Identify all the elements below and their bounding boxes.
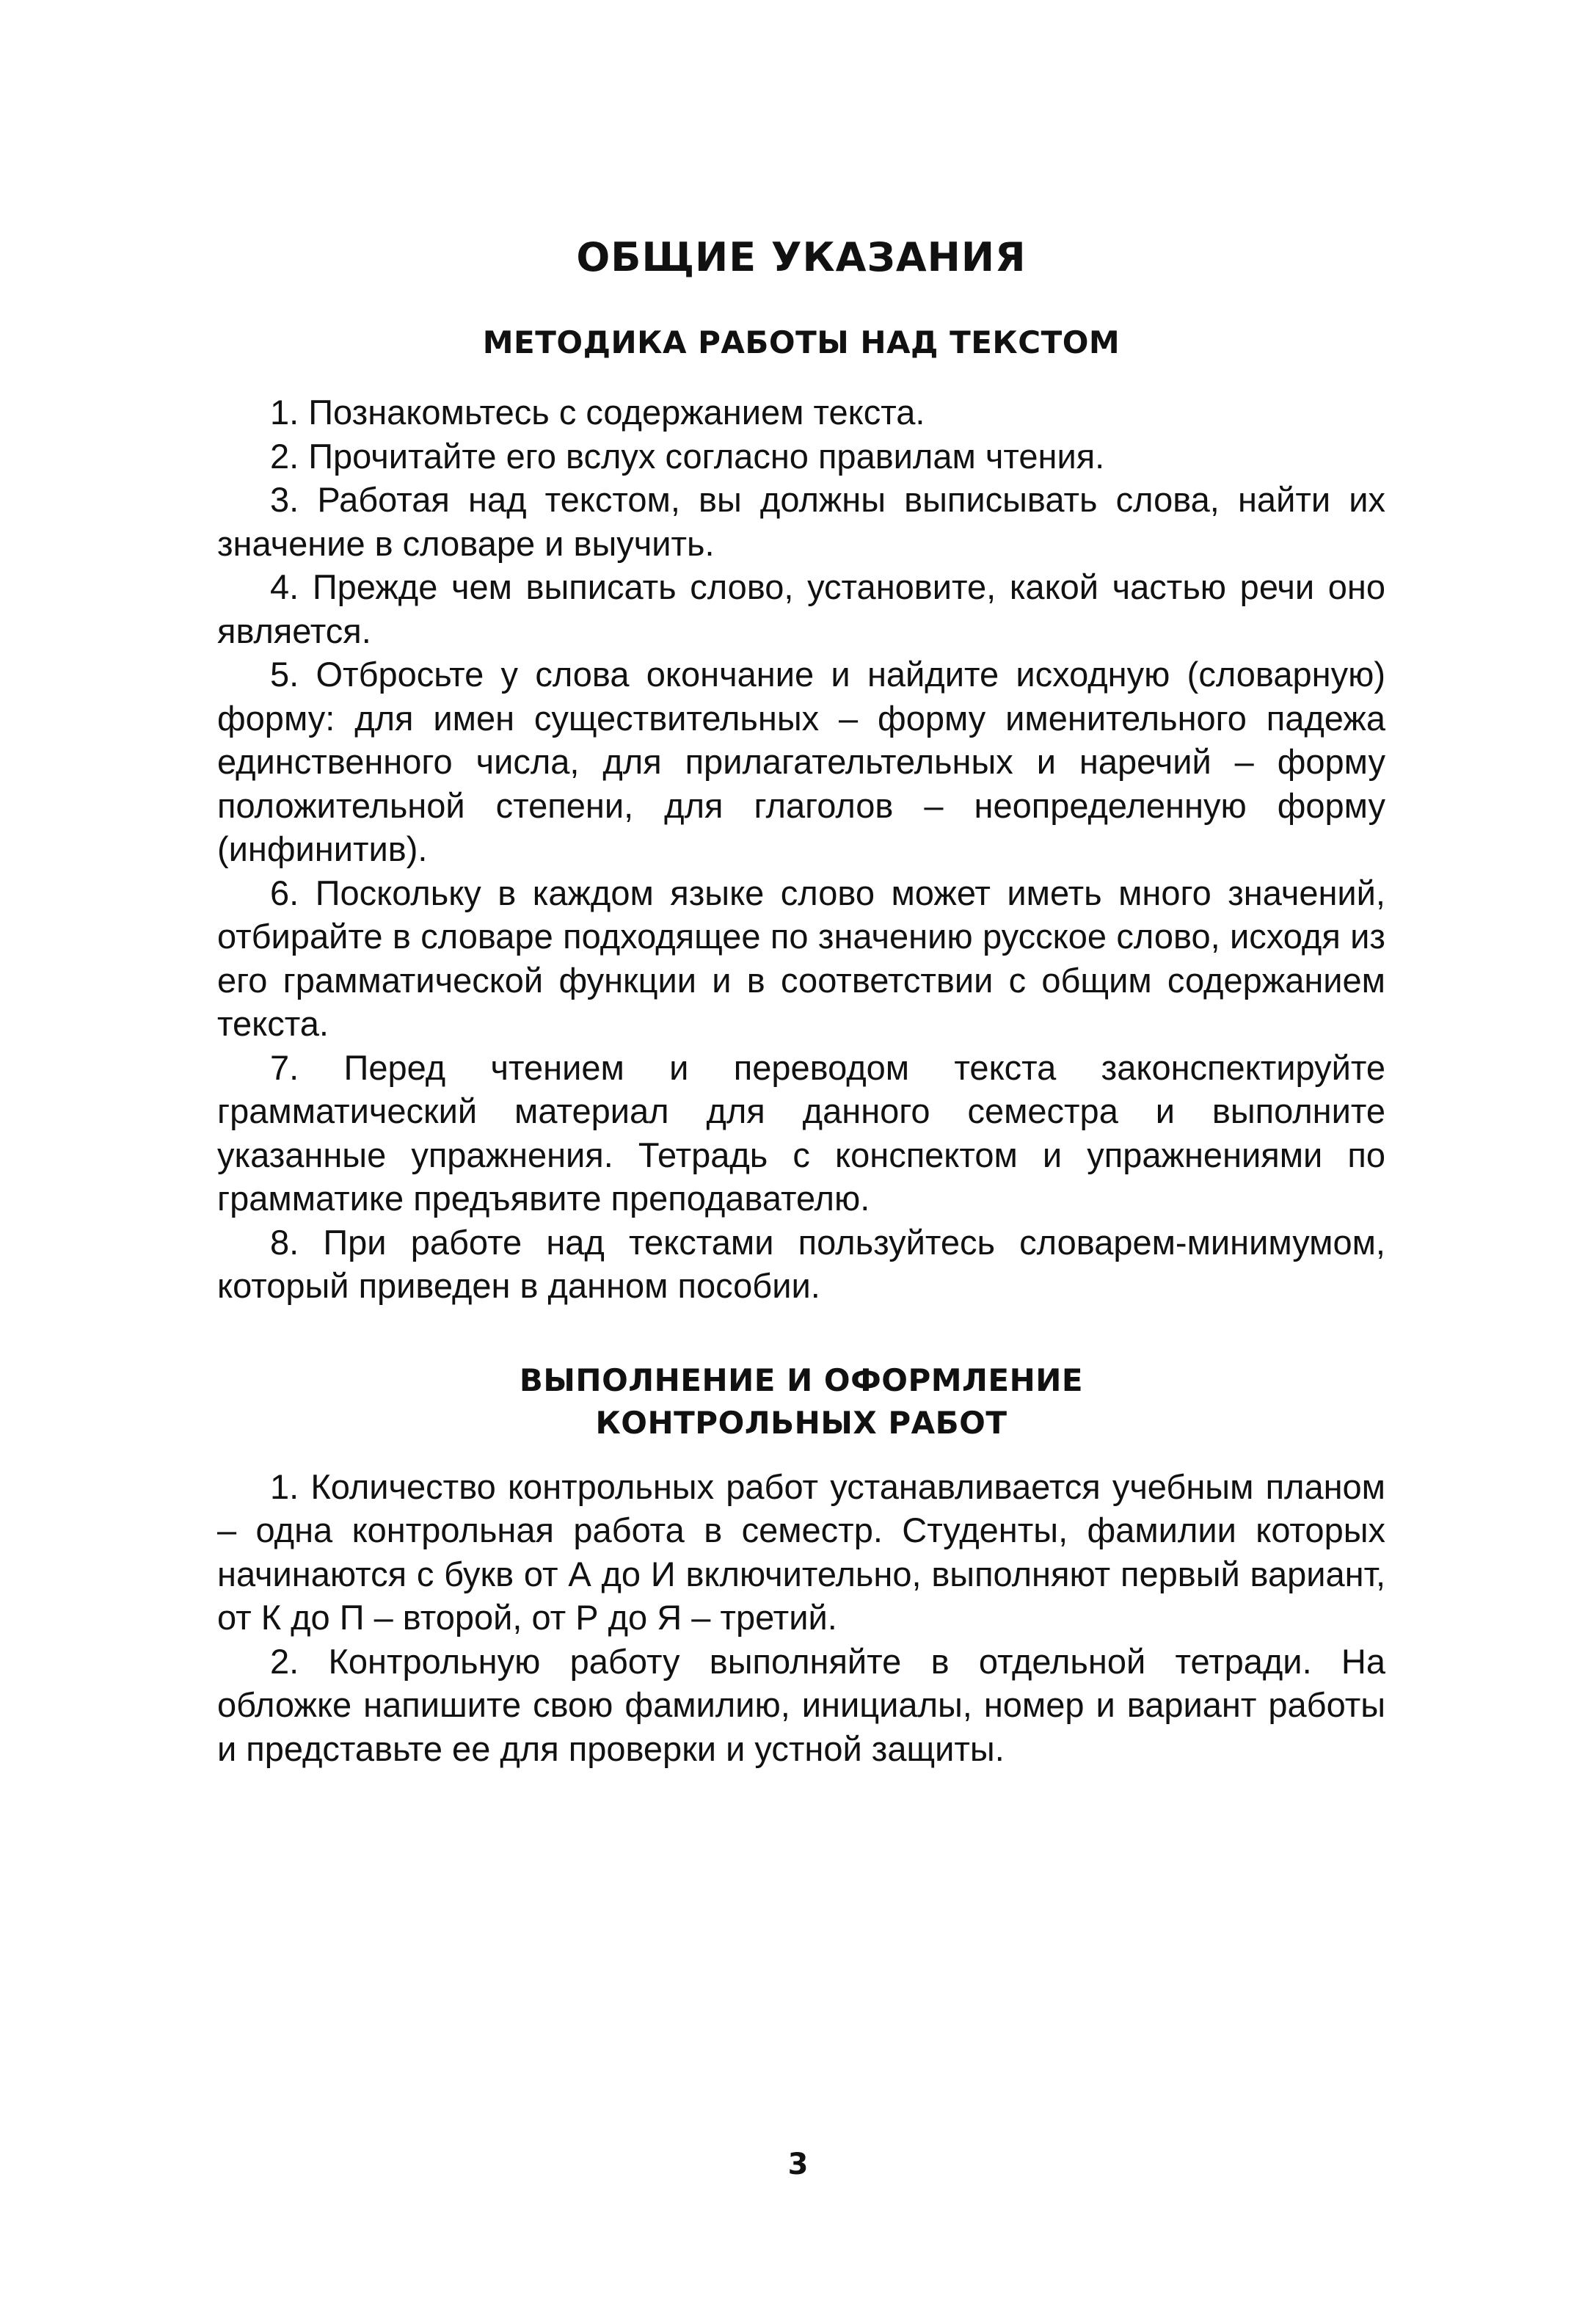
instruction-paragraph: 4. Прежде чем выписать слово, установите, какой частью речи оно является. xyxy=(217,567,1385,650)
instruction-paragraph: 7. Перед чтением и переводом текста законспектируйте грамматический материал для данного семестра и выполните указанные упражнения. Тетрадь с конспектом и упражнениями по грамматике предъявите преподавателю. xyxy=(217,1047,1385,1218)
instruction-paragraph: 8. При работе над текстами пользуйтесь словарем-минимумом, который приведен в данном пособии. xyxy=(217,1222,1385,1306)
instruction-paragraph: 2. Контрольную работу выполняйте в отдельной тетради. На обложке напишите свою фамилию, инициалы, номер и вариант работы и представьте ее для проверки и устной защиты. xyxy=(217,1641,1385,1768)
section-heading-line: МЕТОДИКА РАБОТЫ НАД ТЕКСТОМ xyxy=(482,324,1121,361)
section-heading-line: ВЫПОЛНЕНИЕ И ОФОРМЛЕНИЕ xyxy=(519,1362,1084,1398)
section-heading xyxy=(217,1359,1385,1444)
instruction-paragraph: 1. Познакомьтесь с содержанием текста. xyxy=(270,393,925,432)
instruction-paragraph: 6. Поскольку в каждом языке слово может иметь много значений, отбирайте в словаре подходящее по значению русское слово, исходя из его грамматической функции и в соответствии с общим содержанием текста. xyxy=(217,873,1385,1044)
instruction-paragraph: 5. Отбросьте у слова окончание и найдите исходную (словарную) форму: для имен существительных – форму именительного падежа единственного числа, для прилагательтельных и наречий – форму положительной степени, для глаголов – неопределенную форму (инфинитив). xyxy=(217,655,1385,869)
instruction-paragraph: 1. Количество контрольных работ устанавливается учебным планом – одна контрольная работа в семестр. Студенты, фамилии которых начинаются с букв от А до И включительно, выполняют первый вариант, от К до П – второй, от Р до Я – третий. xyxy=(217,1466,1385,1637)
page-title: ОБЩИЕ УКАЗАНИЯ xyxy=(576,234,1027,280)
section-heading-line: КОНТРОЛЬНЫХ РАБОТ xyxy=(595,1404,1007,1441)
page-content xyxy=(217,235,1385,1770)
section-heading xyxy=(217,321,1385,364)
instruction-paragraph: 3. Работая над текстом, вы должны выписывать слова, найти их значение в словаре и выучить. xyxy=(217,480,1385,563)
page-number: 3 xyxy=(787,2148,809,2181)
section-reading-method xyxy=(217,321,1385,1308)
section-test-works xyxy=(217,1359,1385,1771)
instruction-paragraph: 2. Прочитайте его вслух согласно правилам чтения. xyxy=(270,436,1105,476)
